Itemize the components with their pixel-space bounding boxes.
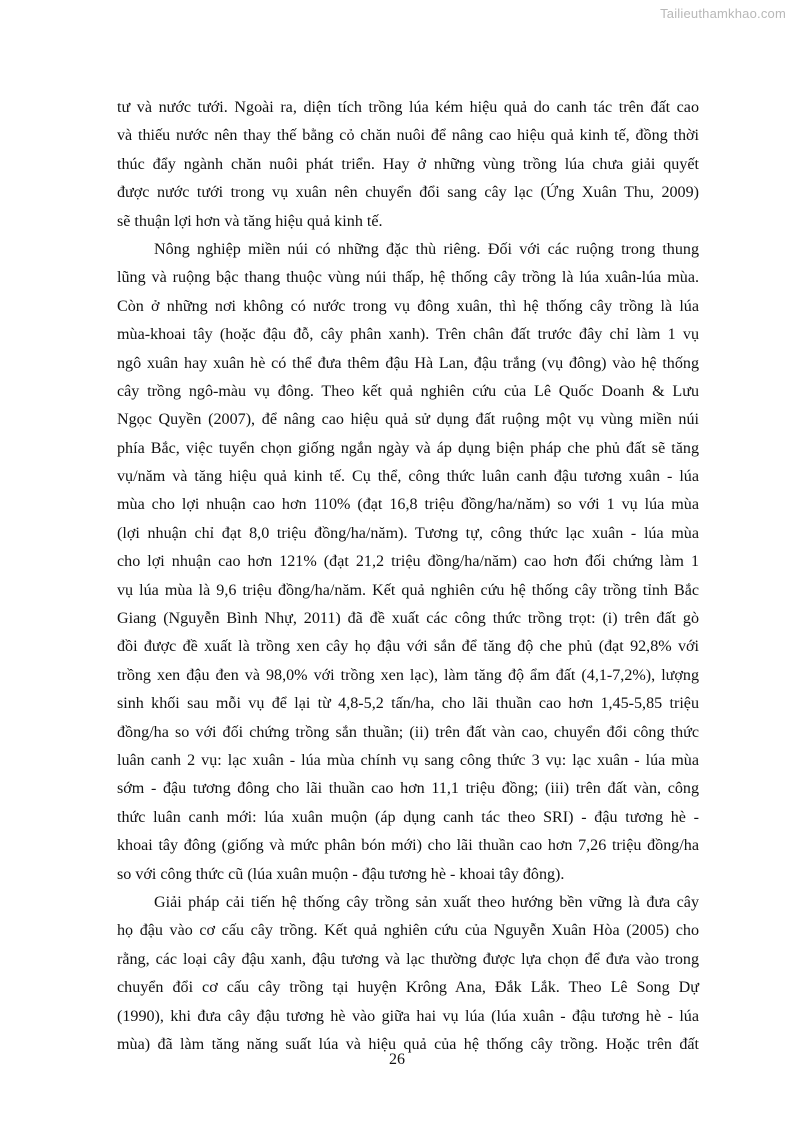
text-line: trồng xen đậu đen và 98,0% với trồng xen lạc), làm tăng độ ẩm đất (4,1-7,2%), lượng <box>117 666 699 684</box>
paragraph-2 <box>117 236 699 889</box>
text-line: Ngọc Quyền (2007), để nâng cao hiệu quả sử dụng đất ruộng một vụ vùng miền núi <box>117 411 699 429</box>
page-body <box>117 94 699 1059</box>
text-line: cho lợi nhuận cao hơn 121% (đạt 21,2 triệu đồng/ha/năm) cao hơn đối chứng làm 1 <box>117 553 699 571</box>
paragraph-1 <box>117 94 699 236</box>
text-line: vụ/năm và tăng hiệu quả kinh tế. Cụ thể, công thức luân canh đậu tương xuân - lúa <box>117 468 699 486</box>
text-line: mùa cho lợi nhuận cao hơn 110% (đạt 16,8 triệu đồng/ha/năm) so với 1 vụ lúa mùa <box>117 496 699 514</box>
text-line: cây trồng ngô-màu vụ đông. Theo kết quả nghiên cứu của Lê Quốc Doanh & Lưu <box>117 382 699 400</box>
text-line: Giải pháp cải tiến hệ thống cây trồng sản xuất theo hướng bền vững là đưa cây <box>154 893 699 911</box>
text-line: họ đậu vào cơ cấu cây trồng. Kết quả nghiên cứu của Nguyễn Xuân Hòa (2005) cho <box>117 922 699 940</box>
text-line: sinh khối sau mỗi vụ để lại từ 4,8-5,2 tấn/ha, cho lãi thuần cao hơn 1,45-5,85 triệu <box>117 695 699 713</box>
text-line: đồng/ha so với đối chứng trồng sắn thuần; (ii) trên đất vàn cao, chuyển đổi công thức <box>117 723 699 741</box>
text-line: Nông nghiệp miền núi có những đặc thù riêng. Đối với các ruộng trong thung <box>154 240 699 258</box>
text-line: vụ lúa mùa là 9,6 triệu đồng/ha/năm. Kết quả nghiên cứu hệ thống cây trồng tỉnh Bắc <box>117 581 699 599</box>
text-line: so với công thức cũ (lúa xuân muộn - đậu tương hè - khoai tây đông). <box>117 865 565 883</box>
text-line: tư và nước tưới. Ngoài ra, diện tích trồng lúa kém hiệu quả do canh tác trên đất cao <box>117 99 699 116</box>
text-line: lũng và ruộng bậc thang thuộc vùng núi thấp, hệ thống cây trồng là lúa xuân-lúa mùa. <box>117 269 699 287</box>
text-line: chuyển đổi cơ cấu cây trồng tại huyện Krông Ana, Đắk Lắk. Theo Lê Song Dự <box>117 979 699 997</box>
text-line: được nước tưới trong vụ xuân nên chuyển đổi sang cây lạc (Ứng Xuân Thu, 2009) <box>117 184 699 202</box>
text-line: sẽ thuận lợi hơn và tăng hiệu quả kinh tế. <box>117 212 383 230</box>
text-line: thức luân canh mới: lúa xuân muộn (áp dụng canh tác theo SRI) - đậu tương hè - <box>117 808 699 826</box>
text-line: (1990), khi đưa cây đậu tương hè vào giữa hai vụ lúa (lúa xuân - đậu tương hè - lúa <box>117 1007 699 1025</box>
text-line: và thiếu nước nên thay thế bằng cỏ chăn nuôi để nâng cao hiệu quả kinh tế, đồng thời <box>117 127 699 145</box>
text-line: (lợi nhuận chỉ đạt 8,0 triệu đồng/ha/năm). Tương tự, công thức lạc xuân - lúa mùa <box>117 524 699 542</box>
text-line: ngô xuân hay xuân hè có thể đưa thêm đậu Hà Lan, đậu trắng (vụ đông) vào hệ thống <box>117 354 699 372</box>
text-line: Giang (Nguyễn Bình Nhự, 2011) đã đề xuất các công thức trồng trọt: (i) trên đất gò <box>117 610 699 628</box>
text-line: luân canh 2 vụ: lạc xuân - lúa mùa chính vụ sang công thức 3 vụ: lạc xuân - lúa mùa <box>117 751 699 769</box>
text-line: đồi được đề xuất là trồng xen cây họ đậu với sắn để tăng độ che phủ (đạt 92,8% với <box>117 638 699 656</box>
text-line: Còn ở những nơi không có nước trong vụ đông xuân, thì hệ thống cây trồng là lúa <box>117 297 699 315</box>
text-line: khoai tây đông (giống và mức phân bón mới) cho lãi thuần cao hơn 7,26 triệu đồng/ha <box>117 837 699 855</box>
watermark: Tailieuthamkhao.com <box>660 6 786 21</box>
text-line: mùa) đã làm tăng năng suất lúa và hiệu quả của hệ thống cây trồng. Hoặc trên đất <box>117 1035 699 1053</box>
paragraph-3 <box>117 889 699 1059</box>
text-line: sớm - đậu tương đông cho lãi thuần cao hơn 11,1 triệu đồng; (iii) trên đất vàn, công <box>117 780 699 798</box>
text-line: phía Bắc, việc tuyển chọn giống ngắn ngày và áp dụng biện pháp che phủ đất sẽ tăng <box>117 439 699 457</box>
text-line: rằng, các loại cây đậu xanh, đậu tương và lạc thường được lựa chọn để đưa vào trong <box>117 950 699 968</box>
text-line: thúc đẩy ngành chăn nuôi phát triển. Hay ở những vùng trồng lúa chưa giải quyết <box>117 155 699 173</box>
text-line: mùa-khoai tây (hoặc đậu đỗ, cây phân xanh). Trên chân đất trước đây chỉ làm 1 vụ <box>117 326 699 344</box>
page-number: 26 <box>389 1051 405 1068</box>
